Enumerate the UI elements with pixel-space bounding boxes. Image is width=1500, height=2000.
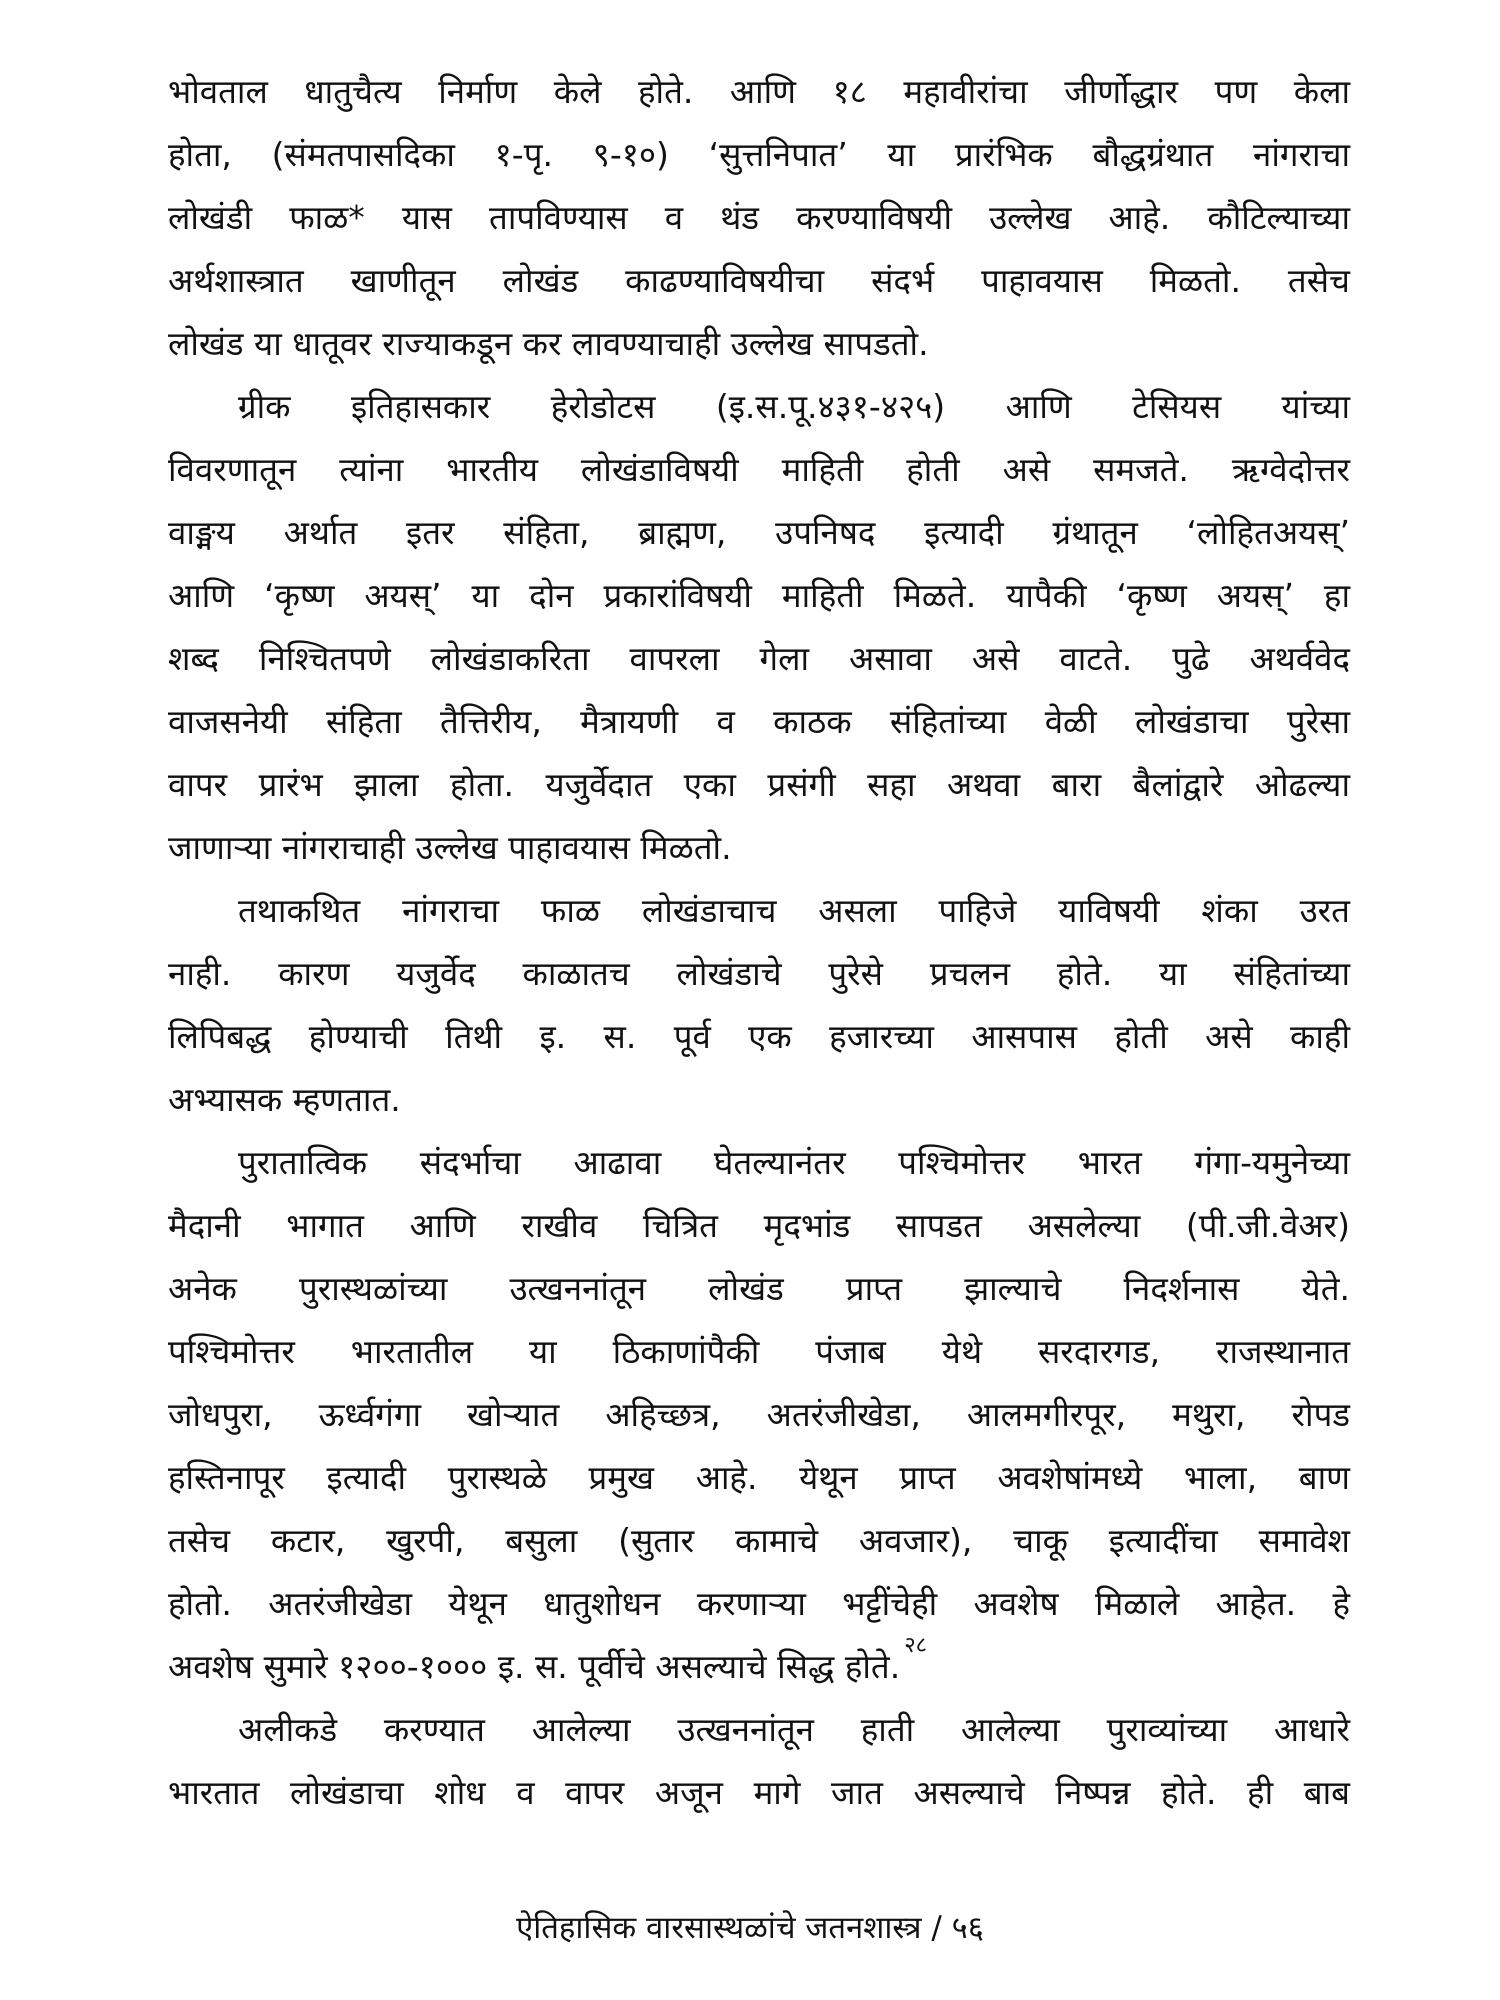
text-line: वापर प्रारंभ झाला होता. यजुर्वेदात एका प्रसंगी सहा अथवा बारा बैलांद्वारे ओढल्या (168, 765, 1350, 804)
paragraph-1 (168, 60, 1350, 375)
footnote-reference: २८ (904, 1633, 928, 1658)
text-line: पुरातात्विक संदर्भाचा आढावा घेतल्यानंतर पश्चिमोत्तर भारत गंगा-यमुनेच्या (238, 1143, 1350, 1182)
text-line: अनेक पुरास्थळांच्या उत्खननांतून लोखंड प्राप्त झाल्याचे निदर्शनास येते. (168, 1269, 1350, 1308)
text-line: भोवताल धातुचैत्य निर्माण केले होते. आणि १८ महावीरांचा जीर्णोद्धार पण केला (168, 72, 1350, 111)
paragraph-3 (168, 879, 1350, 1131)
paragraph-4 (168, 1131, 1350, 1698)
paragraph-5 (168, 1698, 1350, 1824)
text-line: आणि ‘कृष्ण अयस्’ या दोन प्रकारांविषयी माहिती मिळते. यापैकी ‘कृष्ण अयस्’ हा (168, 576, 1350, 615)
text-line: भारतात लोखंडाचा शोध व वापर अजून मागे जात असल्याचे निष्पन्न होते. ही बाब (168, 1773, 1350, 1812)
text-line: लिपिबद्ध होण्याची तिथी इ. स. पूर्व एक हजारच्या आसपास होती असे काही (168, 1017, 1350, 1056)
text-line: अभ्यासक म्हणतात. (168, 1080, 401, 1119)
text-line: ग्रीक इतिहासकार हेरोडोटस (इ.स.पू.४३१-४२५) आणि टेसियस यांच्या (238, 387, 1350, 426)
text-line: मैदानी भागात आणि राखीव चित्रित मृदभांड सापडत असलेल्या (पी.जी.वेअर) (168, 1206, 1350, 1245)
text-line: हस्तिनापूर इत्यादी पुरास्थळे प्रमुख आहे. येथून प्राप्त अवशेषांमध्ये भाला, बाण (168, 1458, 1350, 1497)
text-line: विवरणातून त्यांना भारतीय लोखंडाविषयी माहिती होती असे समजते. ऋग्वेदोत्तर (168, 450, 1350, 489)
text-line: तसेच कटार, खुरपी, बसुला (सुतार कामाचे अवजार), चाकू इत्यादींचा समावेश (168, 1521, 1350, 1560)
text-line: नाही. कारण यजुर्वेद काळातच लोखंडाचे पुरेसे प्रचलन होते. या संहितांच्या (168, 954, 1350, 993)
text-line: लोखंड या धातूवर राज्याकडून कर लावण्याचाही उल्लेख सापडतो. (168, 324, 929, 363)
text-line: जोधपुरा, ऊर्ध्वगंगा खोऱ्यात अहिच्छत्र, अतरंजीखेडा, आलमगीरपूर, मथुरा, रोपड (168, 1395, 1350, 1434)
text-line: शब्द निश्चितपणे लोखंडाकरिता वापरला गेला असावा असे वाटते. पुढे अथर्ववेद (168, 639, 1350, 678)
body-text (168, 60, 1350, 1824)
text-line: अलीकडे करण्यात आलेल्या उत्खननांतून हाती आलेल्या पुराव्यांच्या आधारे (238, 1710, 1350, 1749)
text-line: वाजसनेयी संहिता तैत्तिरीय, मैत्रायणी व काठक संहितांच्या वेळी लोखंडाचा पुरेसा (168, 702, 1350, 741)
text-line: अर्थशास्त्रात खाणीतून लोखंड काढण्याविषयीचा संदर्भ पाहावयास मिळतो. तसेच (168, 261, 1350, 300)
paragraph-2 (168, 375, 1350, 879)
text-line: तथाकथित नांगराचा फाळ लोखंडाचाच असला पाहिजे याविषयी शंका उरत (238, 891, 1350, 930)
text-line: वाङ्मय अर्थात इतर संहिता, ब्राह्मण, उपनिषद इत्यादी ग्रंथातून ‘लोहितअयस्’ (168, 513, 1350, 552)
text-line: पश्चिमोत्तर भारतातील या ठिकाणांपैकी पंजाब येथे सरदारगड, राजस्थानात (168, 1332, 1350, 1371)
text-line-with-footnote (168, 1635, 1350, 1698)
page-footer: ऐतिहासिक वारसास्थळांचे जतनशास्त्र / ५६ (516, 1910, 984, 1946)
text-line: होतो. अतरंजीखेडा येथून धातुशोधन करणाऱ्या भट्टींचेही अवशेष मिळाले आहेत. हे (168, 1584, 1350, 1623)
text-line: जाणाऱ्या नांगराचाही उल्लेख पाहावयास मिळतो. (168, 828, 732, 867)
text-line: लोखंडी फाळ* यास तापविण्यास व थंड करण्याविषयी उल्लेख आहे. कौटिल्याच्या (168, 198, 1350, 237)
text-line: होता, (संमतपासदिका १-पृ. ९-१०) ‘सुत्तनिपात’ या प्रारंभिक बौद्धग्रंथात नांगराचा (168, 135, 1350, 174)
text-line: अवशेष सुमारे १२००-१००० इ. स. पूर्वीचे असल्याचे सिद्ध होते. (168, 1647, 901, 1686)
